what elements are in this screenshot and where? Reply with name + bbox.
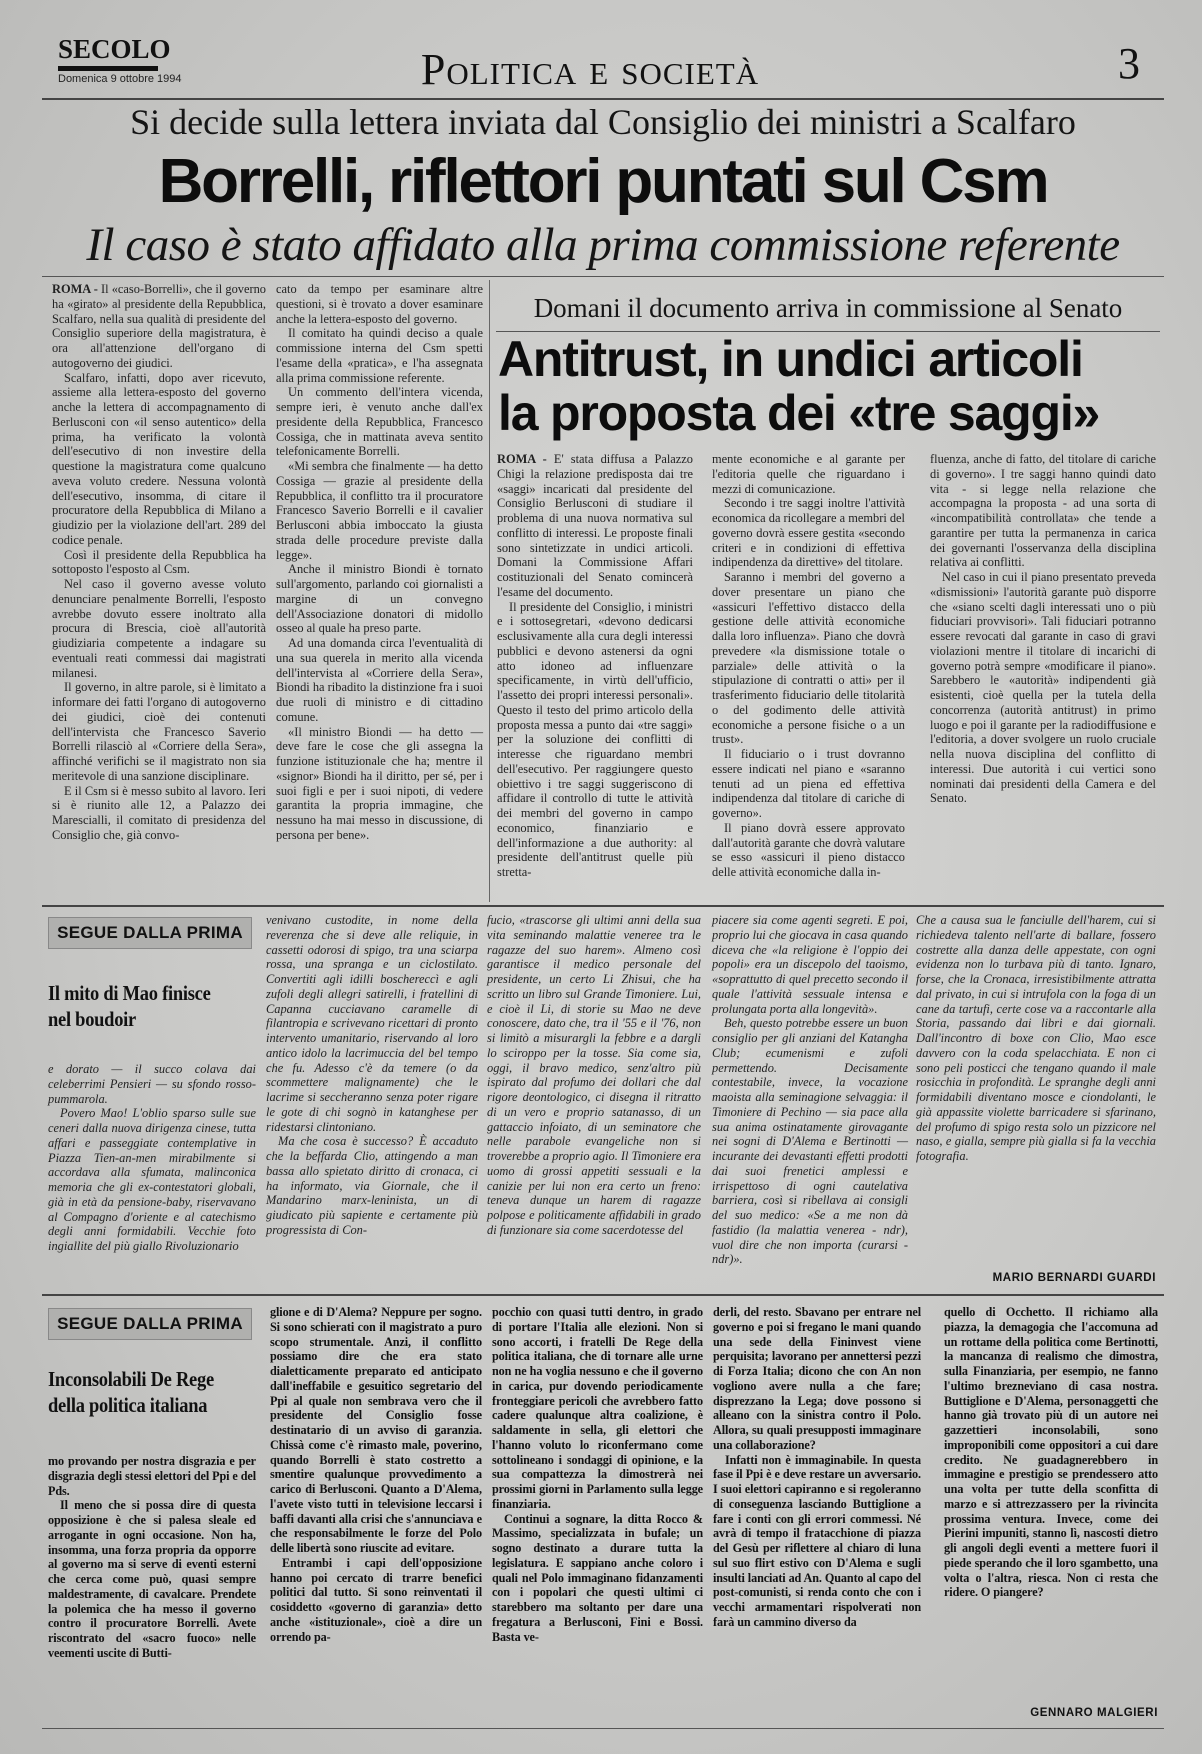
antitrust-kicker: Domani il documento arriva in commissione al Senato xyxy=(533,293,1123,323)
paragraph: Saranno i membri del governo a dover presentare un piano che «assicuri l'effettivo distacco della gestione delle attività economiche dalla loro influenza». Piano che dovrà prevedere «la dismissione totale o parziale» delle attività o la stipulazione di contratti o atti» per il trasferimento fiduciario delle titolarità o del godimento delle attività economiche a persone fisiche o a un trust». xyxy=(712,570,905,747)
paragraph: Entrambi i capi dell'opposizione hanno poi cercato di trarre benefici politici dal tutto. Si sono reinventati il cosiddetto «governo di garanzia» detto anche «istituzionale», cioè a dire un orrendo pa- xyxy=(270,1555,482,1644)
paragraph: venivano custodite, in nome della reverenza che si deve alle reliquie, in cassetti odorosi di spigo, tra una sciarpa rossa, una spranga e un ciclostilato. Convertiti agli idilli boschereccì e agli zufoli degli allegri satirelli, i fratellini di Capanna cucciavano caramelle di filantropia e scrivevano ricettari di pronto intervento umanitario, riservando al loro antico idolo la lacrimuccia del bel tempo che fu. Adesso c'è da temere (o da scommettere malignamente) che le lacrime si seccheranno senza poter rigare le gote di chi sognò in katanghese per ridestarsi clintoniano. xyxy=(266,913,478,1134)
derege-continued-label: SEGUE DALLA PRIMA xyxy=(48,1308,252,1340)
bottom-rule xyxy=(42,1728,1164,1729)
paragraph: Il fiduciario o i trust dovranno essere indicati nel piano e «saranno tenuti ad un piena ed effettiva indipendenza dal titolare di cariche di governo». xyxy=(712,747,905,820)
paragraph: Continui a sognare, la ditta Rocco & Massimo, specializzata in bufale; un sogno destinato a durare tutta la legislatura. E sappiano anche coloro i quali nel Polo immaginano fidanzamenti con i popolari che questi ultimi ci starebbero ma soltanto per dare una fregatura a Berlusconi, Fini e Bossi. Basta ve- xyxy=(492,1511,703,1644)
paragraph: Così il presidente della Repubblica ha sottoposto l'esposto al Csm. xyxy=(52,547,266,577)
derege-title: Inconsolabili De Rege della politica italiana xyxy=(48,1367,214,1417)
paragraph-text: E' stata diffusa a Palazzo Chigi la relazione predisposta dai tre «saggi» incaricati dal presidente del Consiglio Berlusconi di studiare il problema di una nuova normativa sul conflitto di interessi. Le proposte finali sono sintetizzate in undici articoli. Domani la Commissione Affari costituzionali del Senato comincerà l'esame del documento. xyxy=(497,452,693,599)
derege-column-1 xyxy=(48,1454,256,1661)
paragraph: Il piano dovrà essere approvato dall'autorità garante che dovrà valutare se esso «assicuri il pieno distacco delle attività economiche dalla in- xyxy=(712,820,905,879)
antitrust-headline-line-2: la proposta dei «tre saggi» xyxy=(498,385,1100,441)
headline-rule xyxy=(42,276,1164,277)
paragraph: cato da tempo per esaminare altre questioni, si è trovato a dover esaminare anche la lettera-esposto del governo. xyxy=(276,282,483,326)
mao-title: Il mito di Mao finisce nel boudoir xyxy=(48,981,211,1031)
paragraph: quello di Occhetto. Il richiamo alla piazza, la demagogia che l'accomuna ad un rottame della politica come Bertinotti, la mancanza di realismo che dimostra, sulla Finanziaria, per esempio, ne fanno l'ultimo brezneviano di casa nostra. Buttiglione e D'Alema, personaggetti che hanno già trovato più di un autore nei gazzettieri inconsolabili, sono improponibili come oppositori a cui dare credito. Ne guadagnerebbero in immagine e prestigio se prendessero atto una volta per tutte della sconfitta di marzo e si attrezzassero per la rivincita prossima ventura. Invece, come dei Pierini impuniti, stanno lì, nascosti dietro gli angoli degli eventi a mettere fuori il piede sperando che il loro sgambetto, una volta o l'altra, riesca. Non ci resta che ridere. O piangere? xyxy=(944,1305,1158,1600)
borrelli-subhead: Il caso è stato affidato alla prima commissione referente xyxy=(86,219,1120,271)
paragraph: mente economiche e al garante per l'editoria quelle che riguardano i mezzi di comunicazione. xyxy=(712,452,905,496)
borrelli-column-2 xyxy=(276,282,483,843)
derege-column-3 xyxy=(492,1305,703,1644)
paragraph: «Il ministro Biondi — ha detto — deve fare le cose che gli assegna la funzione istituzionale che ha; mentre il «signor» Biondi ha il diritto, per sé, per i suoi figli e per i suoi nipoti, di vedere garantita la propria immagine, che nessuno ha mai messo in discussione, di persona per bene». xyxy=(276,724,483,842)
paragraph: fluenza, anche di fatto, del titolare di cariche di governo». I tre saggi hanno quindi dato vita - si legge nella relazione che accompagna la proposta - ad una sorta di «incompatibilità controllata» che tende a garantire per tutta la permanenza in carica dei governanti l'osservanza della disciplina relativa ai conflitti. xyxy=(930,452,1156,570)
paragraph: pocchio con quasi tutti dentro, in grado di portare l'Italia alle elezioni. Non si sono accorti, i fratelli De Rege della politica italiana, che di tornare alle urne non ne ha voglia nessuno e che il governo in carica, pur dovendo periodicamente fronteggiare pericoli che avrebbero fatto cadere qualunque altra coalizione, è saldamente in sella, gli elettori che l'hanno voluto lo riconfermano come sottolineano i sondaggi di opinione, e la sua compattezza la dimostrerà nei prossimi giorni in Parlamento sulla legge finanziaria. xyxy=(492,1305,703,1511)
paragraph: Il governo, in altre parole, si è limitato a informare dei fatti l'organo di autogoverno dei giudici, cioè dei contenuti dell'intervista che Francesco Saverio Borrelli rilasciò al «Corriere della Sera», affinché verifichi se il magistrato non sia meritevole di una sanzione disciplinare. xyxy=(52,680,266,783)
borrelli-headline: Borrelli, riflettori puntati sul Csm xyxy=(158,147,1048,216)
paragraph: Beh, questo potrebbe essere un buon consiglio per gli anziani del Katangha Club; ecumenismi e zufoli permettendo. Decisamente contestabile, invece, la vocazione maoista alla seminagione selvaggia: il Timoniere di Pechino — sia pace alla sua anima ostinatamente girovagante nei sogni di D'Alema e Bertinotti — incurante dei devastanti effetti prodotti dai suoi frenetici amplessi e irrispettoso di ogni cautelativa barriera, così si ribellava ai consigli del suo medico: «Se a me non dà fastidio (la malattia venerea - ndr), vuol dire che non importa (curarsi - ndr)». xyxy=(712,1016,908,1267)
paragraph: Anche il ministro Biondi è tornato sull'argomento, parlando coi giornalisti a margine di un convegno dell'Associazione donatori di midollo osseo al quale ha preso parte. xyxy=(276,562,483,636)
section-rule xyxy=(42,1294,1164,1296)
dateline: ROMA - xyxy=(497,452,547,466)
paragraph: Ma che cosa è successo? È accaduto che la beffarda Clio, attingendo a man bassa allo spietato diritto di cronaca, ci ha informato, via Giornale, che il Mandarino marx-leninista, un di giudicato più sapiente e certamente più progressista di Con- xyxy=(266,1134,478,1237)
mao-column-1 xyxy=(48,1062,256,1254)
masthead-rule xyxy=(42,98,1164,100)
mao-column-2 xyxy=(266,913,478,1238)
paragraph: Nel caso il governo avesse voluto denunciare penalmente Borrelli, l'esposto avrebbe dovuto essere inoltrato alla procura di Brescia, cioè all'autorità giudiziaria competente a indagare su eventuali reati commessi dai magistrati milanesi. xyxy=(52,577,266,680)
borrelli-column-1 xyxy=(52,282,266,843)
paragraph: Infatti non è immaginabile. In questa fase il Ppi è e deve restare un avversario. I suoi elettori capiranno e si regoleranno di conseguenza lasciando Buttiglione a fare i conti con gli errori commessi. Né avrà di tempo il fratacchione di piazza del Gesù per riflettere al chiaro di luna sul suo flirt estivo con D'Alema e sugli insulti lanciati ad An. Quanto al capo del post-comunisti, si renda conto che con i vecchi armamentari rispolverati non farà un cammino diverso da xyxy=(713,1452,921,1629)
derege-column-5 xyxy=(944,1305,1158,1600)
dateline: ROMA - xyxy=(52,282,98,296)
logo-underline xyxy=(58,66,158,71)
newspaper-logo: SECOLO xyxy=(58,34,171,64)
mao-continued-label: SEGUE DALLA PRIMA xyxy=(48,917,252,949)
paragraph: Che a causa sua le fanciulle dell'harem, cui si richiedeva talento nell'arte di ballare, fossero costrette alla danza delle appestate, con ogni evidenza non lo turbava più di tanto. Ignaro, forse, che la Cronaca, irresistibilmente attratta dal privato, in cui si intrufola con la foga di un cane da tartufi, certe cose va a raccontarle alla Storia, passando dai libri e dai giornali. Dall'incontro di boxe con Clio, Mao esce davvero con la coda spelacchiata. E non ci sono peli posticci che tengano quando il male rosicchia in profondità. Le spranghe degli anni formidabili diventano mosce e ciondolanti, le già appassite violette barricadere si sfarinano, del profumo di spigo resta solo un pizzicore nel naso, e gialla, sempre più gialla si fa la vecchia fotografia. xyxy=(916,913,1156,1163)
paragraph xyxy=(52,282,266,371)
paragraph: E il Csm si è messo subito al lavoro. Ieri si è riunito alle 12, a Palazzo dei Marescialli, il comitato di presidenza del Consiglio che, già convo- xyxy=(52,783,266,842)
paragraph: Il comitato ha quindi deciso a quale commissione interna del Csm spetti l'esame della «pratica», e l'ha assegnata alla prima commissione referente. xyxy=(276,326,483,385)
paragraph-text: Il «caso-Borrelli», che il governo ha «girato» al presidente della Repubblica, Scalfaro, nella sua qualità di presidente del Consiglio superiore della magistratura, è ora all'attenzione dell'organo di autogoverno dei giudici. xyxy=(52,282,266,370)
paragraph: Scalfaro, infatti, dopo aver ricevuto, assieme alla lettera-esposto del governo anche la lettera di accompagnamento di Berlusconi con «il senso autentico» della prima, ha verificato la volontà dell'esecutivo di non investire della questione la magistratura come qualcuno aveva voluto credere. Nessuna volontà dell'esecutivo, insomma, di citare il procuratore della Repubblica di Milano a giudizio per la violazione dell'art. 289 del codice penale. xyxy=(52,370,266,547)
antitrust-headline-line-1: Antitrust, in undici articoli xyxy=(498,331,1083,387)
paragraph: Il presidente del Consiglio, i ministri e i sottosegretari, «devono dedicarsi esclusivamente alla cura degli interessi pubblici e devono astenersi da ogni atto idoneo ad influenzare specificamente, in virtù dell'ufficio, l'assetto dei propri interessi personali». Questo il testo del primo articolo della proposta messa a punto dai «tre saggi» per la soluzione dei conflitti di interesse che riguardano membri dell'esecutivo. Per raggiungere questo obiettivo i tre saggi suggeriscono di affidare il controllo di tutte le attività dei membri del governo in campo economico, finanziario e dell'informazione a due authority: al presidente dell'antitrust quelle più stretta- xyxy=(497,599,693,879)
antitrust-headline xyxy=(498,332,1099,440)
paragraph: glione e di D'Alema? Neppure per sogno. Si sono schierati con il magistrato a puro scopo strumentale. Anzi, il conflitto possiamo dire che era stato dialetticamente preparato ed anticipato dall'ineffabile e gesuitico segretario del Ppi al quale non sembrava vero che il presidente del Consiglio fosse destinatario di un avviso di garanzia. Chissà come c'è rimasto male, poverino, quando Borrelli è stato costretto a smentire qualunque provvedimento a carico di Berlusconi. Quanto a D'Alema, l'avete visto tutti in televisione leccarsi i baffi davanti alla crisi che s'annunciava e che responsabilmente le forze del Polo delle libertà sono riuscite ad evitare. xyxy=(270,1305,482,1555)
borrelli-kicker: Si decide sulla lettera inviata dal Consiglio dei ministri a Scalfaro xyxy=(130,102,1076,142)
derege-column-2 xyxy=(270,1305,482,1644)
antitrust-column-3 xyxy=(930,452,1156,806)
column-rule xyxy=(489,280,490,902)
section-rule xyxy=(42,905,1164,907)
paragraph: piacere sia come agenti segreti. E poi, proprio lui che giocava in casa quando diceva che «la religione è l'oppio dei popoli» era un discepolo del taoismo, «soprattutto di quel precetto secondo il quale l'attività sessuale intensa e prolungata porta alla longevità». xyxy=(712,913,908,1016)
paragraph: e dorato — il succo colava dai celeberrimi Pensieri — su sfondo rosso-pummarola. xyxy=(48,1062,256,1106)
paragraph: Un commento dell'intera vicenda, sempre ieri, è venuto anche dall'ex presidente della Repubblica, Francesco Cossiga, che in mattinata aveva sentito telefonicamente Borrelli. xyxy=(276,385,483,459)
antitrust-column-1 xyxy=(497,452,693,880)
paragraph: Il meno che si possa dire di questa opposizione è che si palesa sleale ed arrogante in ogni occasione. Non ha, insomma, una forza propria da opporre al governo ma si serve di eventi esterni che cerca come può, quasi sempre maldestramente, di cavalcare. Prendete la polemica che ha messo il governo contro il procuratore Borrelli. Avete riscontrato del «sacro fuoco» nelle veementi uscite di Butti- xyxy=(48,1498,256,1660)
paragraph: Povero Mao! L'oblio sparso sulle sue ceneri dalla nuova dirigenza cinese, tutta affari e passeggiate contemplative in Piazza Tien-an-men mirabilmente si accordava alla sfumata, malinconica memoria che gli ex-contestatori globali, già in età da pensione-baby, riservavano al Compagno d'oriente e al catechismo degli anni formidabili. Vecchie foto ingiallite del più giallo Rivoluzionario xyxy=(48,1106,256,1253)
mao-column-5 xyxy=(916,913,1156,1164)
derege-column-4 xyxy=(713,1305,921,1630)
paragraph xyxy=(497,452,693,600)
antitrust-column-2 xyxy=(712,452,905,880)
paragraph: mo provando per nostra disgrazia e per disgrazia degli stessi elettori del Ppi e del Pds. xyxy=(48,1454,256,1498)
page-number: 3 xyxy=(1118,39,1140,88)
paragraph: Nel caso in cui il piano presentato preveda «dismissioni» l'autorità garante può disporre che «siano scelti dagli interessati uno o più fiduciari provvisori». Tali fiduciari potranno essere revocati dal garante in caso di gravi violazioni mentre il titolare di incarichi di governo potrà sempre «modificare il piano». Sarebbero le «autorità» indipendenti già esistenti, cioè quella per la tutela della concorrenza (autorità antitrust) in primo luogo e poi il garante per la radiodiffusione e l'editoria, a dover svolgere un ruolo cruciale nella nuova disciplina del conflitto di interessi. Due autorità i cui vertici sono nominati dai presidenti della Camera e del Senato. xyxy=(930,570,1156,806)
mao-column-3 xyxy=(487,913,701,1238)
issue-date: Domenica 9 ottobre 1994 xyxy=(58,73,182,85)
paragraph: derli, del resto. Sbavano per entrare nel governo e poi si fregano le mani quando una sede della Fininvest viene perquisita; lavorano per annettersi pezzi di Forza Italia; dicono che con An non vogliono avere nulla a che fare; disprezzano la Lega; dove possono si alleano con la sinistra contro il Polo. Allora, su quali presupposti immaginare una collaborazione? xyxy=(713,1305,921,1452)
mao-column-4 xyxy=(712,913,908,1267)
section-title: Politica e società xyxy=(420,45,760,94)
derege-author: GENNARO MALGIERI xyxy=(1030,1707,1158,1719)
paragraph: Secondo i tre saggi inoltre l'attività economica da ricollegare a membri del governo dovrà essere gestita «secondo criteri e in condizioni di effettiva indipendenza da direttive» del titolare. xyxy=(712,496,905,570)
paragraph: fucio, «trascorse gli ultimi anni della sua vita seminando malattie veneree tra le ragazze del suo harem». Almeno così garantisce il medico personale del presidente, un certo Li Zhisui, che ha scritto un libro sul Grande Timoniere. Lui, e cioè il Li, di storie su Mao ne deve conoscere, dato che, tra il '55 e il '76, non si limitò a misurargli la febbre e a dargli lo sciroppo per la tosse. Sia come sia, oggi, il bravo medico, senz'altro più ispirato dal profumo dei dollari che dal rigore deontologico, ci disegna il ritratto di un vero e proprio satanasso, di un gattaccio infoiato, di un seminatore che nelle parabole evangeliche non si troverebbe a proprio agio. Il Timoniere era uomo di grossi appetiti sessuali e la canizie per lui non era certo un freno: teneva dunque un harem di ragazze polpose e politicamente affidabili in grado di funzionare sia come sacerdotesse del xyxy=(487,913,701,1237)
paragraph: «Mi sembra che finalmente — ha detto Cossiga — grazie al presidente della Repubblica, il conflitto tra il procuratore Francesco Saverio Borrelli e il cavalier Berlusconi abbia imboccato la giusta strada delle procedure previste dalla legge». xyxy=(276,459,483,562)
paragraph: Ad una domanda circa l'eventualità di una sua querela in merito alla vicenda dell'intervista al «Corriere della Sera», Biondi ha ribadito la distinzione fra i suoi due ruoli di ministro e di cittadino comune. xyxy=(276,636,483,724)
mao-author: MARIO BERNARDI GUARDI xyxy=(992,1272,1156,1284)
